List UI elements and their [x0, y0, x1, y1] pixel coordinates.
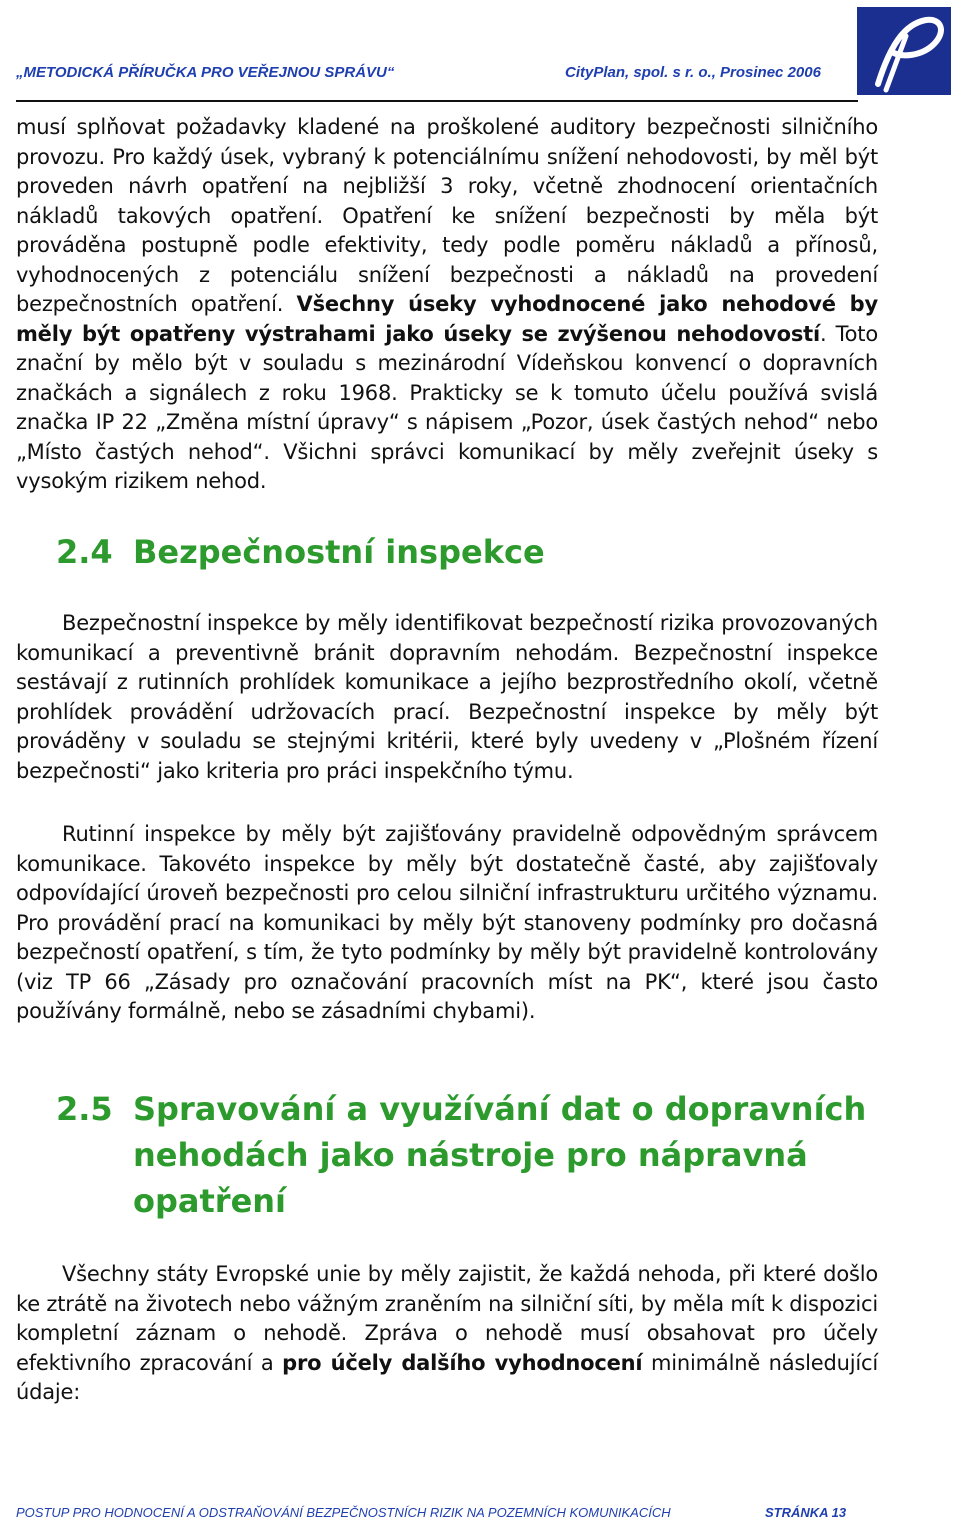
- section-heading-2-5: [0, 1086, 960, 1236]
- footer-title: POSTUP PRO HODNOCENÍ A ODSTRAŇOVÁNÍ BEZPEČNOSTNÍCH RIZIK NA POZEMNÍCH KOMUNIKACÍCH: [16, 1505, 671, 1520]
- intro-paragraph-start: musí splňovat požadavky kladené na proškolené auditory bezpečnosti silničního provozu. Pro každý úsek, vybraný k potenciálnímu snížení nehodovosti, by měl být proveden návrh opatření na nejbližší 3 roky, včetně zhodnocení orientačních nákladů takových opatření. Opatření ke snížení bezpečnosti by měla být prováděna postupně podle efektivity, tedy podle poměru nákladů a přínosů, vyhodnocených z potenciálu snížení bezpečnosti a nákladů na provedení bezpečnostních opatření.: [16, 115, 878, 316]
- header-divider: [16, 100, 858, 102]
- section-2-4-paragraph-2: Rutinní inspekce by měly být zajišťovány pravidelně odpovědným správcem komunikace. Takovéto inspekce by měly být dostatečně časté, aby zajišťovaly odpovídající úroveň bezpečnosti pro celou silniční infrastrukturu určitého významu. Pro provádění prací na komunikaci by měly být stanoveny podmínky pro dočasná bezpečností opatření, s tím, že tyto podmínky by měly být pravidelně kontrolovány (viz TP 66 „Zásady pro označování pracovních míst na PK“, které jsou často používány formálně, nebo se zásadními chybami).: [16, 822, 878, 1023]
- section-2-5-paragraph-start: Všechny státy Evropské unie by měly zajistit, že každá nehoda, při které došlo ke ztrátě na životech nebo vážným zraněním na silniční síti, by měla mít k dispozici kompletní záznam o nehodě. Zpráva o nehodě musí obsahovat pro účely efektivního zpracování a: [16, 1262, 878, 1375]
- header-title: „METODICKÁ PŘÍRUČKA PRO VEŘEJNOU SPRÁVU“: [16, 64, 395, 81]
- header-company: CityPlan, spol. s r. o., Prosinec 2006: [565, 64, 821, 81]
- intro-paragraph-end: . Toto znační by mělo být v souladu s mezinárodní Vídeňskou konvencí o dopravních značkách a signálech z roku 1968. Prakticky se k tomuto účelu používá svislá značka IP 22 „Změna místní úpravy“ s nápisem „Pozor, úsek častých nehod“ nebo „Místo častých nehod“. Všichni správci komunikací by měly zveřejnit úseky s vysokým rizikem nehod.: [16, 321, 878, 493]
- section-2-5-paragraph-end: minimálně následující údaje:: [16, 1350, 879, 1404]
- section-number: 2.4: [56, 533, 113, 571]
- section-2-4-paragraph-1: Bezpečnostní inspekce by měly identifikovat bezpečností rizika provozovaných komunikací a preventivně bránit dopravním nehodám. Bezpečnostní inspekce sestávají z rutinních prohlídek komunikace a jejího bezprostředního okolí, včetně prohlídek provádění udržovacích prací. Bezpečnostní inspekce by měly být prováděny v souladu se stejnými kritérii, které byly uvedeny v „Plošném řízení bezpečnosti“ jako kriteria pro práci inspekčního týmu.: [16, 611, 878, 783]
- cityplan-logo-icon: [856, 6, 952, 96]
- section-2-5-paragraph-bold: pro účely dalšího vyhodnocení: [282, 1350, 643, 1375]
- section-title: Spravování a využívání dat o dopravních nehodách jako nástroje pro nápravná opatření: [133, 1090, 867, 1220]
- section-2-4-body: [16, 609, 878, 1027]
- footer-page-number: STRÁNKA 13: [765, 1505, 847, 1520]
- intro-paragraph-bold: Všechny úseky vyhodnocené jako nehodové by měly být opatřeny výstrahami jako úseky se zvýšenou nehodovostí: [16, 292, 878, 346]
- intro-text-block: [16, 113, 878, 497]
- section-title: Bezpečnostní inspekce: [133, 533, 545, 571]
- section-number: 2.5: [56, 1090, 113, 1128]
- section-2-5-body: [16, 1260, 878, 1408]
